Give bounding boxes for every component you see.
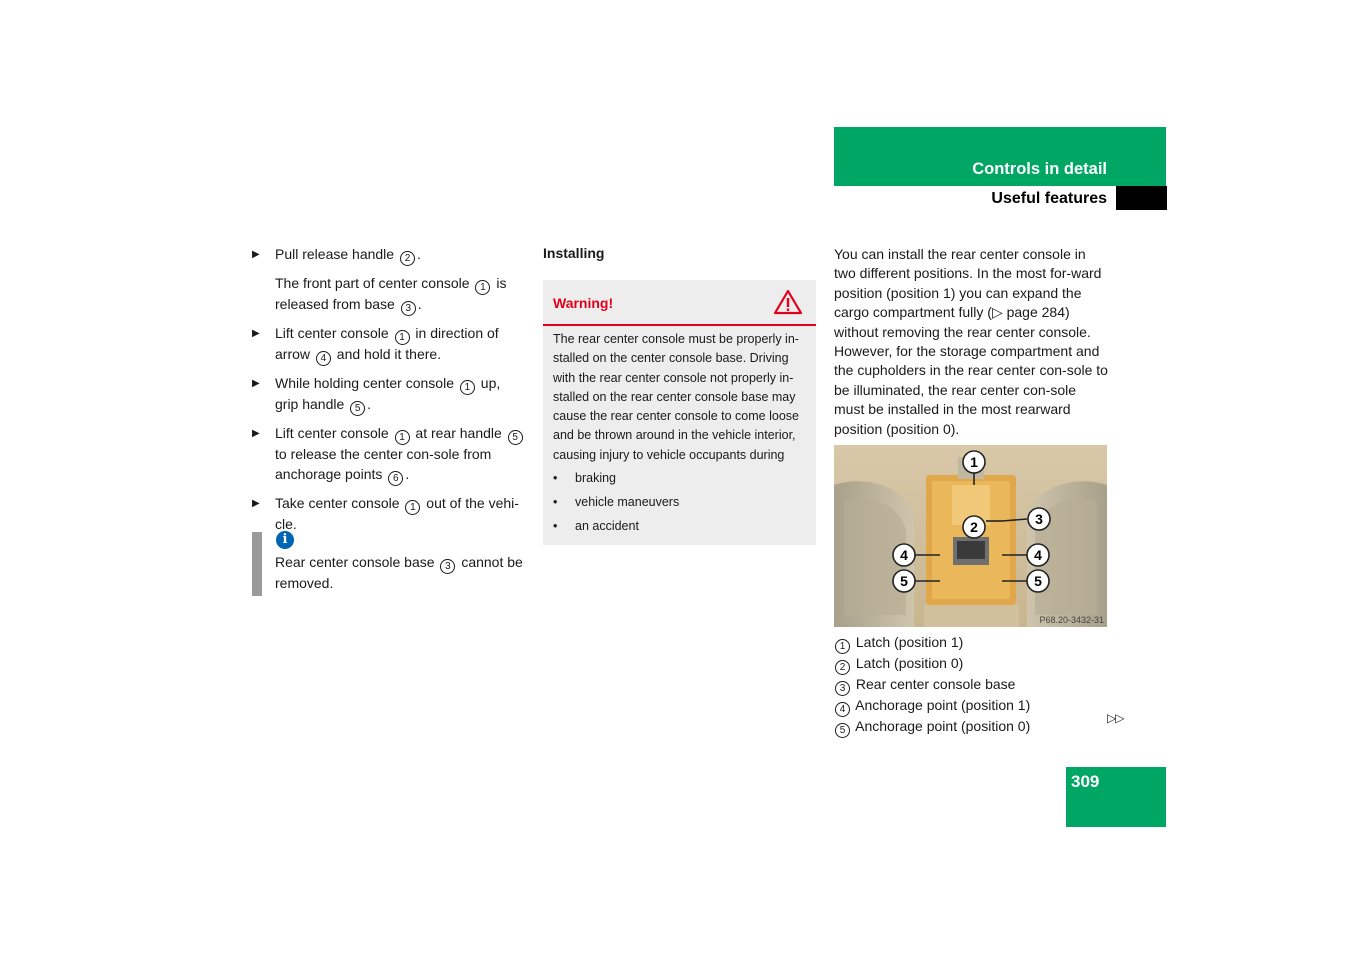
step-arrow-icon: ▶ <box>252 328 260 339</box>
warning-text: The rear center console must be properly in-stalled on the center console base. Driving with the rear center console not properly in-stalled on the rear center console base may cause the rear center console to come loose and be thrown around in the vehicle interior, causing injury to vehicle occupants during <box>553 332 799 462</box>
step-release-anchorage: ▶ Lift center console 1 at rear handle 5 to release the center con-sole from anchorage points 6 . <box>252 424 527 486</box>
continued-icon: ▷▷ <box>1107 711 1124 725</box>
warning-body <box>553 330 810 540</box>
callout-number: 1 <box>835 639 850 654</box>
info-note-text: Rear center console base 3 cannot be removed. <box>275 554 523 591</box>
step-arrow-icon: ▶ <box>252 249 260 260</box>
callout-number: 1 <box>460 380 475 395</box>
callout-number: 3 <box>835 681 850 696</box>
page-number: 309 <box>1071 772 1100 791</box>
warning-label: Warning! <box>553 295 614 311</box>
console-photo <box>834 445 1107 627</box>
callout-number: 4 <box>835 702 850 717</box>
callout-number: 5 <box>835 723 850 738</box>
step-pull-release-handle: ▶ Pull release handle 2 . <box>252 246 421 264</box>
list-item: 1 Latch (position 1) <box>834 633 1134 654</box>
warning-header <box>543 280 816 326</box>
photo-callout-3: 3 <box>1035 511 1043 527</box>
installation-description: You can install the rear center console in two different positions. In the most for-ward position (position 1) you can expand the cargo compartment fully (▷ page 284) without removing the rear center console. However, for the storage compartment and the cupholders in the rear center con-sole to be illuminated, the rear center con-sole must be installed in the most rearward position (position 0). <box>834 246 1108 437</box>
list-item: • an accident <box>553 518 639 533</box>
info-note-bar <box>252 532 262 596</box>
photo-callout-5-right: 5 <box>1034 573 1042 589</box>
installing-heading: Installing <box>543 245 605 261</box>
list-item: 2 Latch (position 0) <box>834 654 1134 675</box>
callout-number: 1 <box>395 430 410 445</box>
list-item: 4 Anchorage point (position 1) <box>834 696 1134 717</box>
info-icon: i <box>276 531 294 549</box>
step-take-out-console: ▶ Take center console 1 out of the vehi-cle. <box>252 494 519 532</box>
step-result-text: The front part of center console 1 is released from base 3 . <box>275 275 507 314</box>
console-illustration <box>834 445 1107 627</box>
list-item: • vehicle maneuvers <box>553 494 680 509</box>
callout-number: 1 <box>405 500 420 515</box>
callout-number: 3 <box>440 559 455 574</box>
photo-callout-1: 1 <box>970 454 978 470</box>
page-reference: ▷ page 284 <box>991 304 1066 321</box>
callout-number: 4 <box>316 351 331 366</box>
step-arrow-icon: ▶ <box>252 497 260 509</box>
header-black-tab <box>1116 186 1167 210</box>
callout-number: 3 <box>401 301 416 316</box>
photo-callout-4-left: 4 <box>900 547 908 563</box>
photo-callout-2: 2 <box>970 519 978 535</box>
subsection-title: Useful features <box>991 190 1107 207</box>
list-item: 5 Anchorage point (position 0) <box>834 717 1134 738</box>
callout-number: 5 <box>508 430 523 445</box>
removal-steps <box>252 245 527 542</box>
info-note <box>252 532 527 596</box>
step-grip-handle: ▶ While holding center console 1 up, grip handle 5 . <box>252 375 501 414</box>
step-arrow-icon: ▶ <box>252 428 260 439</box>
photo-legend <box>834 633 1134 738</box>
warning-triangle-icon <box>773 289 803 315</box>
callout-number: 2 <box>835 660 850 675</box>
photo-callout-5-left: 5 <box>900 573 908 589</box>
callout-number: 6 <box>388 471 403 486</box>
list-item: 3 Rear center console base <box>834 675 1134 696</box>
warning-box <box>543 280 816 545</box>
step-lift-console: ▶ Lift center console 1 in direction of arrow 4 and hold it there. <box>252 325 499 364</box>
section-title: Controls in detail <box>972 160 1107 178</box>
callout-number: 5 <box>350 401 365 416</box>
photo-callout-4-right: 4 <box>1034 547 1042 563</box>
callout-number: 1 <box>395 330 410 345</box>
callout-number: 2 <box>400 251 415 266</box>
warning-bullet-list <box>553 469 810 536</box>
callout-number: 1 <box>475 280 490 295</box>
list-item: • braking <box>553 471 616 486</box>
step-arrow-icon: ▶ <box>252 378 260 389</box>
photo-code: P68.20-3432-31 <box>1039 615 1104 625</box>
